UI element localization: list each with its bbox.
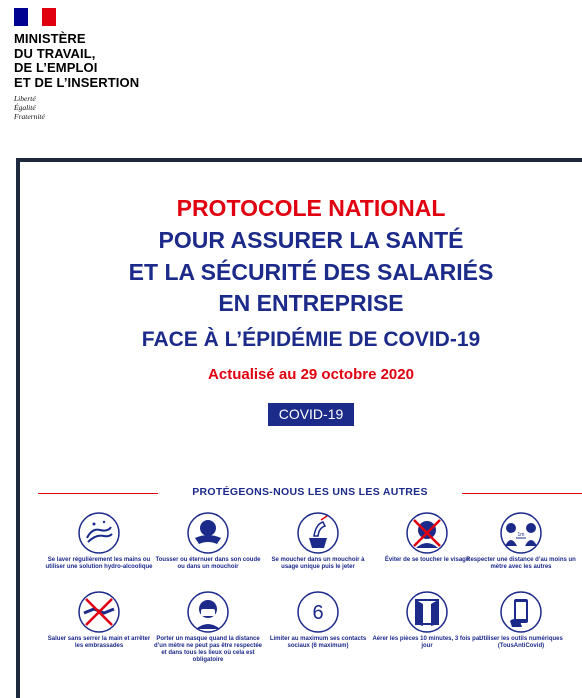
divider-right [462, 493, 582, 494]
gesture-text: Respecter une distance d’au moins un mètre avec les autres [466, 557, 576, 570]
gesture-text: Aérer les pièces 10 minutes, 3 fois par jour [372, 636, 482, 649]
no-face-touch-icon [406, 512, 448, 554]
ministry-line: ET DE L’INSERTION [14, 74, 140, 90]
title-line-2: POUR ASSURER LA SANTÉ [158, 227, 464, 253]
gesture-cough [152, 512, 264, 571]
gesture-text: Tousser ou éternuer dans son coude ou dans un mouchoir [155, 557, 261, 570]
hand-washing-icon [78, 512, 120, 554]
gesture-text: Se moucher dans un mouchoir à usage unique puis le jeter [271, 557, 365, 570]
covid-badge: COVID-19 [268, 403, 354, 426]
cough-elbow-icon [187, 512, 229, 554]
gesture-distance [465, 512, 577, 571]
motto-line: Égalité [14, 103, 36, 112]
gesture-hand-washing [43, 512, 155, 571]
ministry-name [14, 32, 139, 90]
french-flag-icon [14, 8, 56, 26]
motto-line: Fraternité [14, 112, 45, 121]
gesture-tissue [262, 512, 374, 571]
distance-label: 1m [517, 532, 525, 538]
title-line-4: EN ENTREPRISE [218, 290, 404, 316]
mask-icon [187, 591, 229, 633]
title-line-1: PROTOCOLE NATIONAL [176, 195, 446, 221]
distance-icon [500, 512, 542, 554]
gesture-text: Saluer sans serrer la main et arrêter les embrassades [47, 636, 151, 649]
ministry-logo [14, 8, 139, 121]
gesture-six-contacts [262, 591, 374, 650]
motto-line: Liberté [14, 94, 36, 103]
title-line-3: ET LA SÉCURITÉ DES SALARIÉS [128, 259, 494, 285]
republic-motto [14, 94, 139, 121]
gesture-text: Utiliser les outils numériques (TousAntiCovid) [479, 636, 563, 649]
six-contacts-icon [297, 591, 339, 633]
divider-left [38, 493, 158, 494]
updated-date: Actualisé au 29 octobre 2020 [208, 366, 414, 383]
no-handshake-icon [78, 591, 120, 633]
ventilation-icon [406, 591, 448, 633]
contacts-number: 6 [312, 602, 324, 624]
ministry-line: DU TRAVAIL, [14, 45, 96, 61]
gesture-text: Limiter au maximum ses contacts sociaux (6 maximum) [269, 636, 367, 649]
gesture-phone-app [465, 591, 577, 650]
gesture-text: Porter un masque quand la distance d’un mètre ne peut pas être respectée et dans tous les lieux où cela est obligatoire [153, 636, 263, 663]
gesture-text: Éviter de se toucher le visage [384, 557, 470, 563]
title-line-5: FACE À L’ÉPIDÉMIE DE COVID-19 [141, 328, 481, 351]
section-title: PROTÉGEONS-NOUS LES UNS LES AUTRES [192, 486, 428, 498]
gesture-text: Se laver régulièrement les mains ou utiliser une solution hydro-alcoolique [45, 557, 153, 570]
gesture-mask [152, 591, 264, 664]
gesture-no-handshake [43, 591, 155, 650]
ministry-line: MINISTÈRE [14, 31, 86, 46]
ministry-line: DE L’EMPLOI [14, 60, 98, 75]
tissue-icon [297, 512, 339, 554]
phone-app-icon [500, 591, 542, 633]
